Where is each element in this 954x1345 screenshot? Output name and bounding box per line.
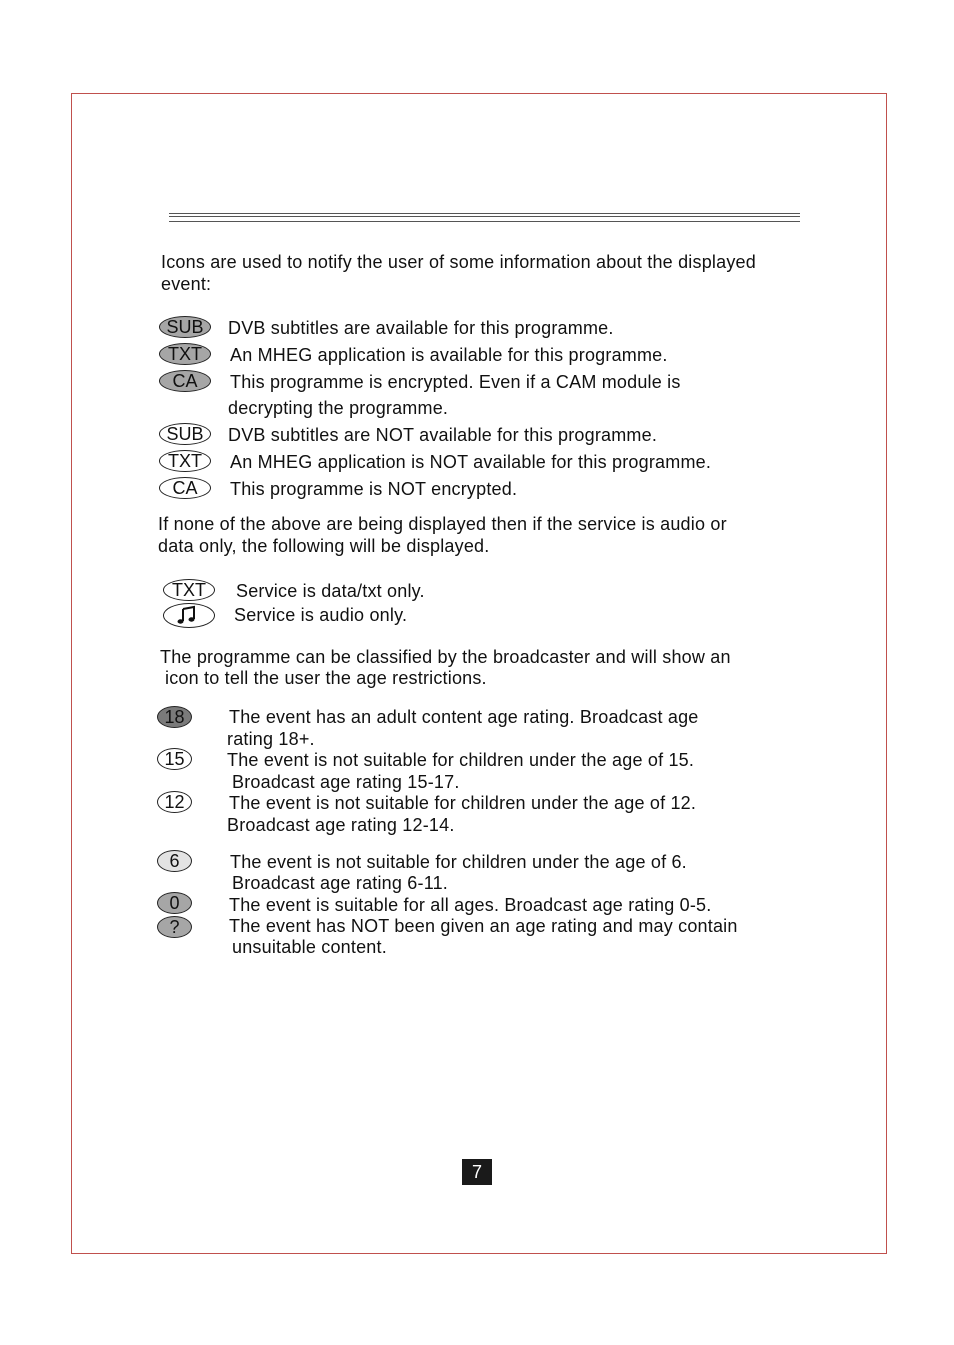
none-para-line-2: data only, the following will be displayed.	[158, 536, 490, 556]
music-note-icon	[163, 603, 215, 628]
rating-6-desc-2: Broadcast age rating 6-11.	[232, 873, 448, 893]
rating-12-desc-2: Broadcast age rating 12-14.	[227, 815, 455, 835]
ca-not-encrypted-icon: CA	[159, 477, 211, 499]
rating-6-desc-1: The event is not suitable for children under the age of 6.	[230, 852, 687, 872]
page-number: 7	[462, 1159, 492, 1185]
sub-icon: SUB	[159, 316, 211, 338]
age-para-line-1: The programme can be classified by the broadcaster and will show an	[160, 647, 731, 667]
rating-15-desc-2: Broadcast age rating 15-17.	[232, 772, 460, 792]
ca-encrypted-desc-2: decrypting the programme.	[228, 398, 449, 418]
sub-available-desc: DVB subtitles are available for this programme.	[228, 318, 614, 338]
header-rule	[169, 213, 800, 222]
age-para-line-2: icon to tell the user the age restrictions.	[165, 668, 487, 688]
ca-not-encrypted-desc: This programme is NOT encrypted.	[230, 479, 518, 499]
txt-not-available-desc: An MHEG application is NOT available for this programme.	[230, 452, 712, 472]
rating-0-desc-1: The event is suitable for all ages. Broadcast age rating 0-5.	[229, 895, 712, 915]
rating-15-icon: 15	[157, 748, 192, 770]
music-note-glyph	[164, 604, 214, 627]
rating-18-desc-2: rating 18+.	[227, 729, 315, 749]
ca-encrypted-desc-1: This programme is encrypted. Even if a CAM module is	[230, 372, 681, 392]
intro-line-1: Icons are used to notify the user of some information about the displayed	[161, 252, 756, 272]
rating-12-icon: 12	[157, 791, 192, 813]
rating-6-icon: 6	[157, 850, 192, 872]
audio-service-desc: Service is audio only.	[234, 605, 408, 625]
rating-unrated-icon: ?	[157, 916, 192, 938]
txt-available-desc: An MHEG application is available for this programme.	[230, 345, 668, 365]
rating-0-icon: 0	[157, 892, 192, 914]
none-para-line-1: If none of the above are being displayed then if the service is audio or	[158, 514, 727, 534]
txt-service-desc: Service is data/txt only.	[236, 581, 425, 601]
rating-18-desc-1: The event has an adult content age rating. Broadcast age	[229, 707, 699, 727]
sub-not-available-icon: SUB	[159, 423, 211, 445]
intro-line-2: event:	[161, 274, 212, 294]
txt-service-icon: TXT	[163, 579, 215, 601]
rating-unrated-desc-1: The event has NOT been given an age rating and may contain	[229, 916, 738, 936]
ca-icon: CA	[159, 370, 211, 392]
rating-12-desc-1: The event is not suitable for children under the age of 12.	[229, 793, 697, 813]
txt-not-available-icon: TXT	[159, 450, 211, 472]
rating-18-icon: 18	[157, 706, 192, 728]
txt-icon: TXT	[159, 343, 211, 365]
rating-unrated-desc-2: unsuitable content.	[232, 937, 387, 957]
sub-not-available-desc: DVB subtitles are NOT available for this programme.	[228, 425, 658, 445]
rating-15-desc-1: The event is not suitable for children under the age of 15.	[227, 750, 695, 770]
